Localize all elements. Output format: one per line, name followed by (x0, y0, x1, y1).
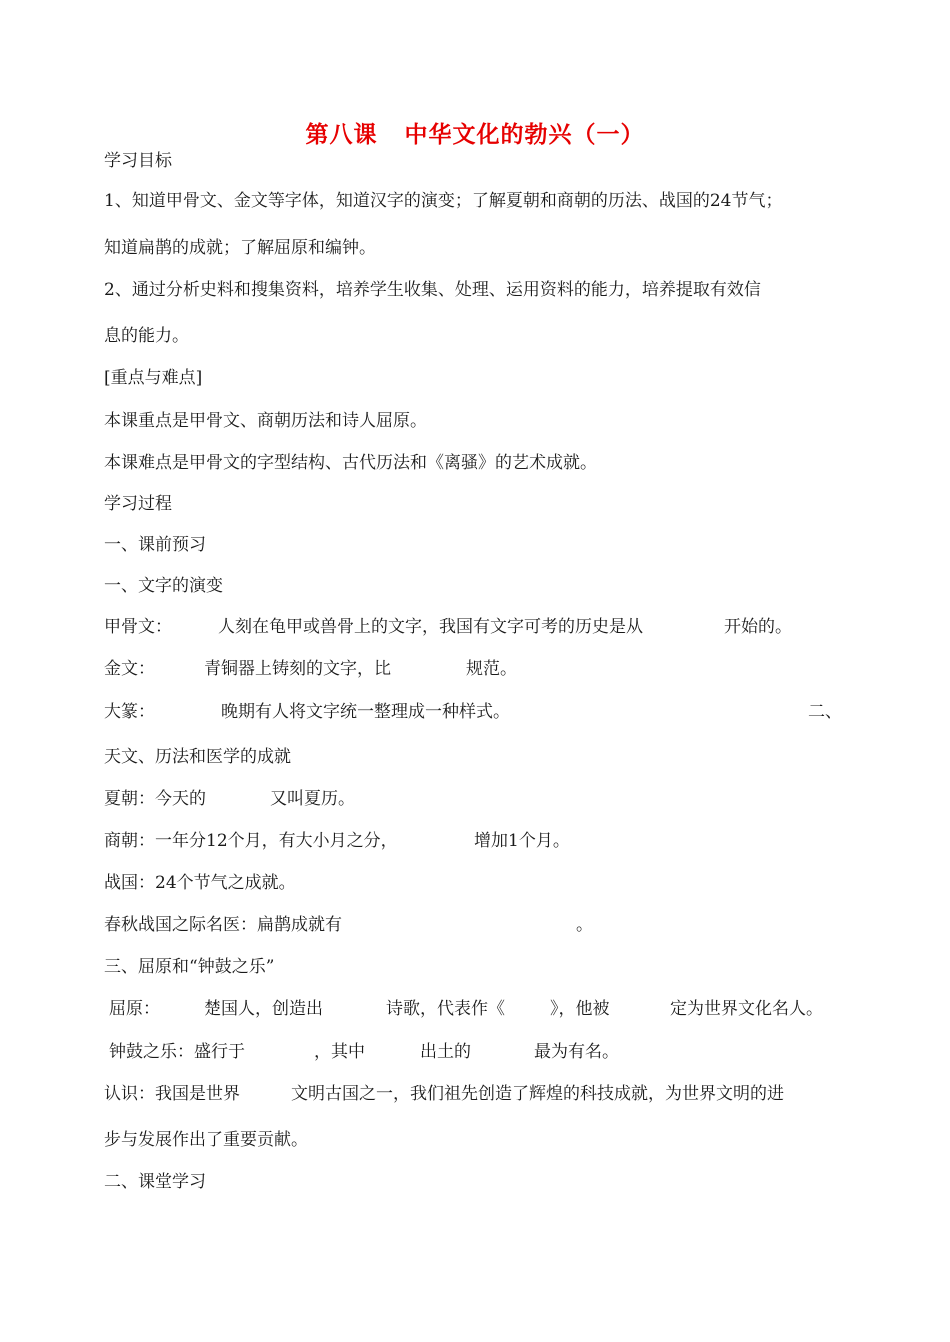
goal-1-line-1: 1、知道甲骨文、金文等字体，知道汉字的演变；了解夏朝和商朝的历法、战国的24节气； (104, 191, 783, 211)
quyuan-label: 屈原： (109, 999, 160, 1019)
jiaguwen-text-2: 开始的。 (724, 617, 792, 637)
jiaguwen-text-1: 人刻在龟甲或兽骨上的文字，我国有文字可考的历史是从 (218, 617, 643, 637)
dazhuan-text-1: 晚期有人将文字统一整理成一种样式。 (221, 702, 510, 722)
classroom-heading: 二、课堂学习 (104, 1172, 206, 1192)
dazhuan-label: 大篆： (104, 702, 155, 722)
shang-text-1: 商朝：一年分12个月，有大小月之分， (104, 831, 398, 851)
difficult-point: 本课难点是甲骨文的字型结构、古代历法和《离骚》的艺术成就。 (104, 453, 597, 473)
bianque-text-1: 春秋战国之际名医：扁鹊成就有 (104, 915, 342, 935)
section-3-heading: 三、屈原和“钟鼓之乐” (104, 957, 275, 977)
process-heading: 学习过程 (104, 494, 172, 514)
goal-2-line-1: 2、通过分析史料和搜集资料，培养学生收集、处理、运用资料的能力，培养提取有效信 (104, 280, 761, 300)
quyuan-text-3: 》，他被 (550, 999, 610, 1019)
goals-heading: 学习目标 (104, 151, 172, 171)
jinwen-label: 金文： (104, 659, 155, 679)
section-2-heading: 天文、历法和医学的成就 (104, 747, 291, 767)
section-1-heading: 一、文字的演变 (104, 576, 223, 596)
section-2-number: 二、 (808, 702, 842, 722)
shang-text-2: 增加1个月。 (474, 831, 570, 851)
key-point: 本课重点是甲骨文、商朝历法和诗人屈原。 (104, 411, 427, 431)
zhanguo-line: 战国：24个节气之成就。 (104, 873, 296, 893)
zhonggu-text-1: ，其中 (314, 1042, 365, 1062)
renshi-text-2: 文明古国之一，我们祖先创造了辉煌的科技成就，为世界文明的进 (291, 1084, 784, 1104)
quyuan-text-2: 诗歌，代表作《 (386, 999, 505, 1019)
jinwen-text-1: 青铜器上铸刻的文字，比 (204, 659, 391, 679)
bianque-text-2: 。 (576, 915, 593, 935)
jinwen-text-2: 规范。 (466, 659, 517, 679)
xia-text-2: 又叫夏历。 (270, 789, 355, 809)
zhonggu-label: 钟鼓之乐：盛行于 (109, 1042, 245, 1062)
jiaguwen-label: 甲骨文： (104, 617, 172, 637)
xia-text-1: 夏朝：今天的 (104, 789, 206, 809)
quyuan-text-1: 楚国人，创造出 (204, 999, 323, 1019)
key-heading: [重点与难点] (104, 368, 203, 388)
preview-heading: 一、课前预习 (104, 535, 206, 555)
zhonggu-text-2: 出土的 (420, 1042, 471, 1062)
page-title: 第八课 中华文化的勃兴（一） (305, 121, 645, 148)
goal-2-line-2: 息的能力。 (104, 326, 189, 346)
goal-1-line-2: 知道扁鹊的成就；了解屈原和编钟。 (104, 238, 376, 258)
quyuan-text-4: 定为世界文化名人。 (670, 999, 823, 1019)
zhonggu-text-3: 最为有名。 (534, 1042, 619, 1062)
renshi-line-2: 步与发展作出了重要贡献。 (104, 1130, 308, 1150)
renshi-text-1: 认识：我国是世界 (104, 1084, 240, 1104)
